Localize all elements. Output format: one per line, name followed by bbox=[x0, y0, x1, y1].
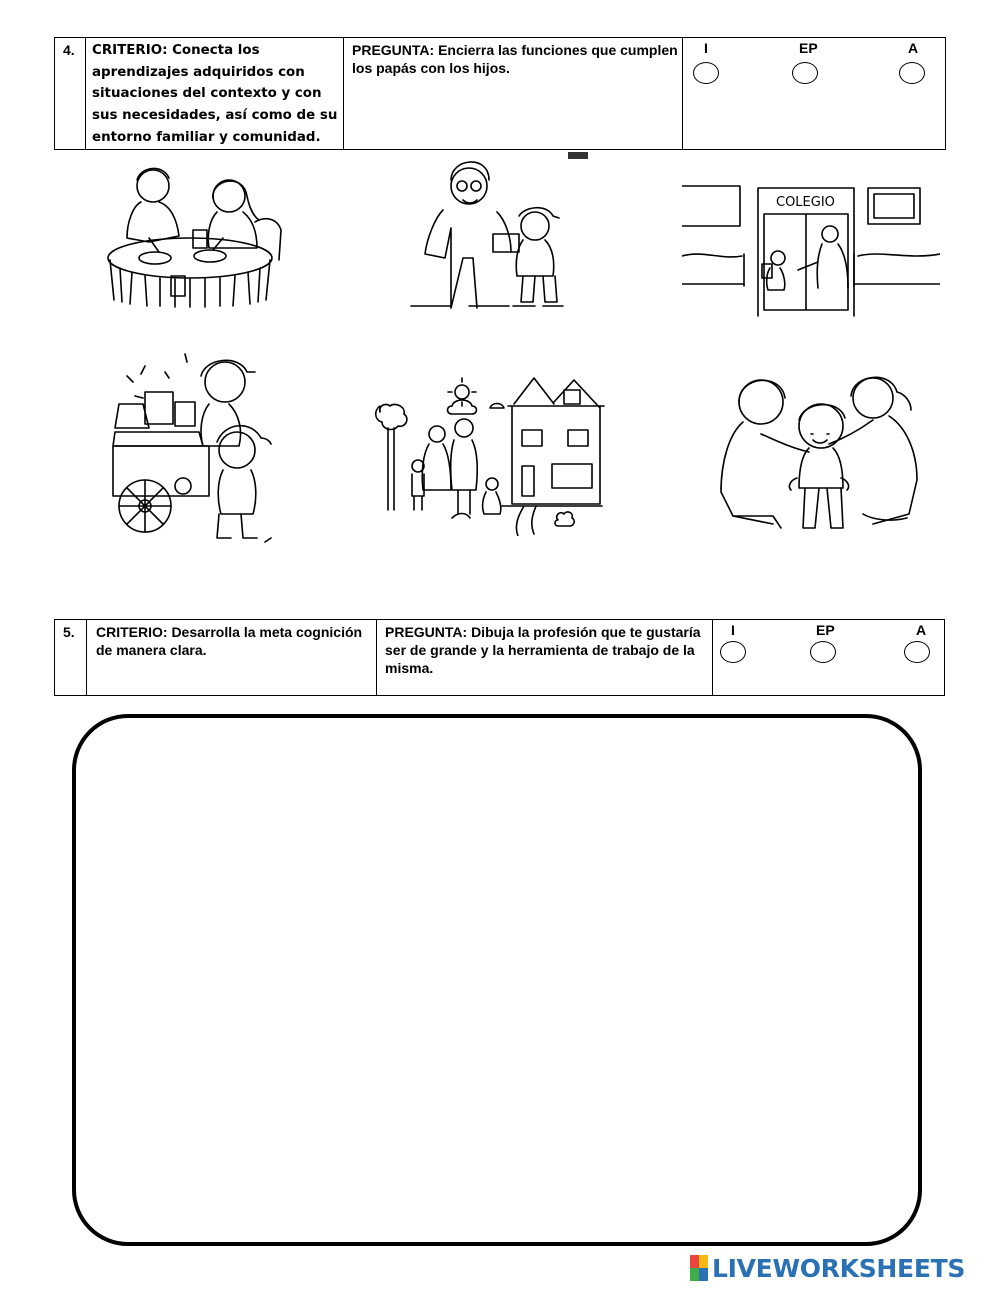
logo-text: LIVEWORKSHEETS bbox=[712, 1253, 966, 1283]
rating-circle-i[interactable] bbox=[693, 62, 719, 84]
question-number: 4. bbox=[55, 38, 86, 150]
family-house-illustration[interactable] bbox=[372, 372, 624, 536]
logo-square-1 bbox=[690, 1255, 699, 1268]
question-4-table bbox=[54, 37, 946, 150]
criterio-text: CRITERIO: Conecta los aprendizajes adquiridos con situaciones del contexto y con sus necesidades, así como de su entorno familiar y comunidad. bbox=[86, 38, 344, 150]
question-5-table bbox=[54, 619, 945, 696]
logo-square-2 bbox=[699, 1255, 708, 1268]
logo-square-3 bbox=[690, 1268, 699, 1281]
rating-label-i: I bbox=[731, 622, 735, 638]
rating-circle-ep[interactable] bbox=[810, 641, 836, 663]
rating-label-i: I bbox=[704, 40, 708, 56]
school-scene-illustration[interactable] bbox=[682, 164, 940, 318]
question-number: 5. bbox=[55, 620, 87, 696]
children-eating-illustration[interactable] bbox=[105, 158, 285, 310]
rating-cell bbox=[683, 38, 946, 150]
parents-hugging-child-illustration[interactable] bbox=[713, 374, 923, 534]
rating-cell bbox=[713, 620, 945, 696]
rating-label-ep: EP bbox=[799, 40, 818, 56]
rating-label-a: A bbox=[916, 622, 927, 638]
logo-mark-icon bbox=[690, 1255, 708, 1281]
school-sign-text: COLEGIO bbox=[776, 195, 835, 210]
street-vendor-illustration[interactable] bbox=[105, 346, 277, 552]
rating-label-ep: EP bbox=[816, 622, 835, 638]
rating-circle-ep[interactable] bbox=[792, 62, 818, 84]
pregunta-text: PREGUNTA: Encierra las funciones que cumplen los papás con los hijos. bbox=[344, 38, 683, 150]
rating-circle-a[interactable] bbox=[904, 641, 930, 663]
logo-square-4 bbox=[699, 1268, 708, 1281]
criterio-text: CRITERIO: Desarrolla la meta cognición de manera clara. bbox=[87, 620, 377, 696]
liveworksheets-logo bbox=[690, 1252, 965, 1284]
pregunta-text: PREGUNTA: Dibuja la profesión que te gustaría ser de grande y la herramienta de trabajo de la misma. bbox=[377, 620, 713, 696]
rating-circle-a[interactable] bbox=[899, 62, 925, 84]
father-and-son-illustration[interactable] bbox=[405, 150, 593, 312]
drawing-area[interactable] bbox=[72, 714, 922, 1246]
rating-label-a: A bbox=[908, 40, 919, 56]
rating-circle-i[interactable] bbox=[720, 641, 746, 663]
